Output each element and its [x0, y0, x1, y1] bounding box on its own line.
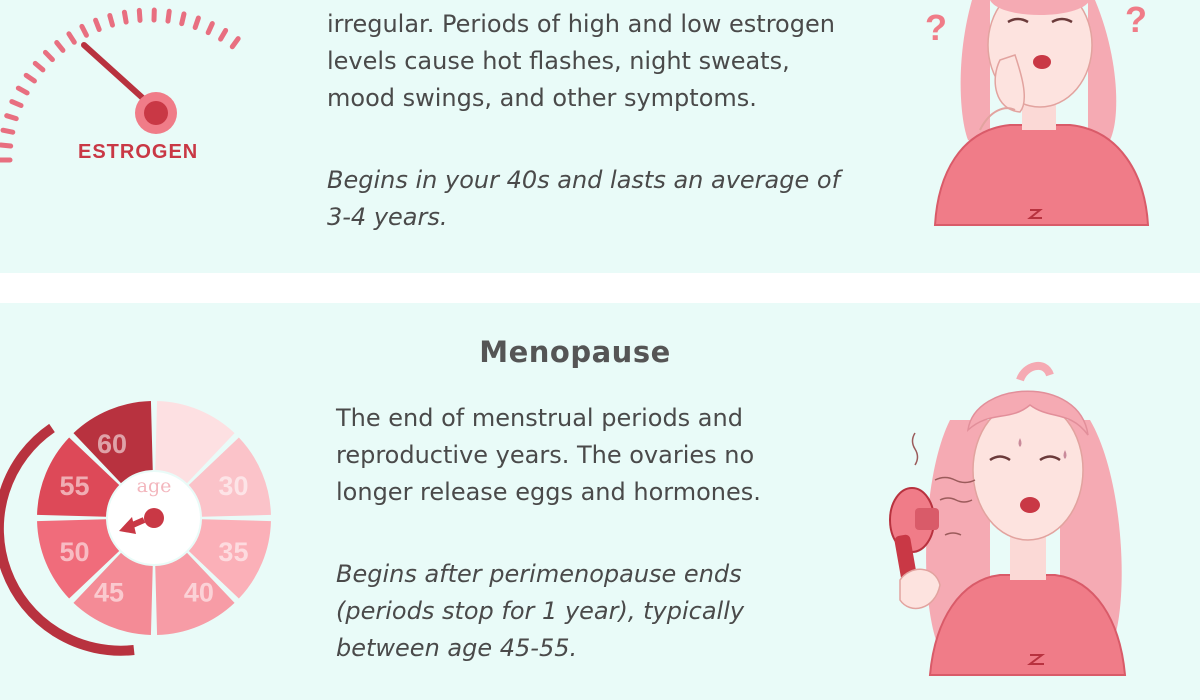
age-dial-icon [0, 380, 300, 670]
dial-age-label: 30 [218, 471, 249, 502]
text-line: (periods stop for 1 year), typically [336, 597, 745, 625]
text-line: levels cause hot flashes, night sweats, [327, 47, 790, 75]
svg-text:?: ? [925, 7, 947, 48]
text-line: longer release eggs and hormones. [336, 478, 761, 506]
perimenopause-description [327, 6, 835, 117]
text-line: The end of menstrual periods and [336, 404, 743, 432]
svg-text:?: ? [1125, 0, 1147, 40]
section-title: Menopause [479, 335, 671, 369]
menopause-timing [336, 556, 744, 667]
text-line: Begins in your 40s and lasts an average of [327, 166, 841, 194]
text-line: mood swings, and other symptoms. [327, 84, 757, 112]
woman-with-fan-illustration [880, 360, 1180, 680]
perimenopause-card [0, 0, 1200, 273]
dial-age-label: 40 [183, 577, 214, 608]
dial-age-label: 45 [94, 577, 125, 608]
text-line: reproductive years. The ovaries no [336, 441, 755, 469]
text-line: 3-4 years. [327, 203, 448, 231]
perimenopause-timing [327, 162, 840, 236]
estrogen-gauge-icon [10, 0, 290, 140]
confused-woman-illustration [920, 0, 1170, 230]
text-line: between age 45-55. [336, 634, 578, 662]
dial-age-label: 35 [218, 536, 249, 567]
estrogen-label: ESTROGEN [78, 141, 199, 163]
menopause-description [336, 400, 761, 511]
dial-age-label: 55 [59, 471, 90, 502]
text-line: Begins after perimenopause ends [336, 560, 742, 588]
dial-center-label: age [136, 475, 172, 497]
text-line: irregular. Periods of high and low estrogen [327, 10, 835, 38]
dial-age-label: 50 [59, 536, 90, 567]
dial-age-label: 60 [96, 428, 128, 459]
